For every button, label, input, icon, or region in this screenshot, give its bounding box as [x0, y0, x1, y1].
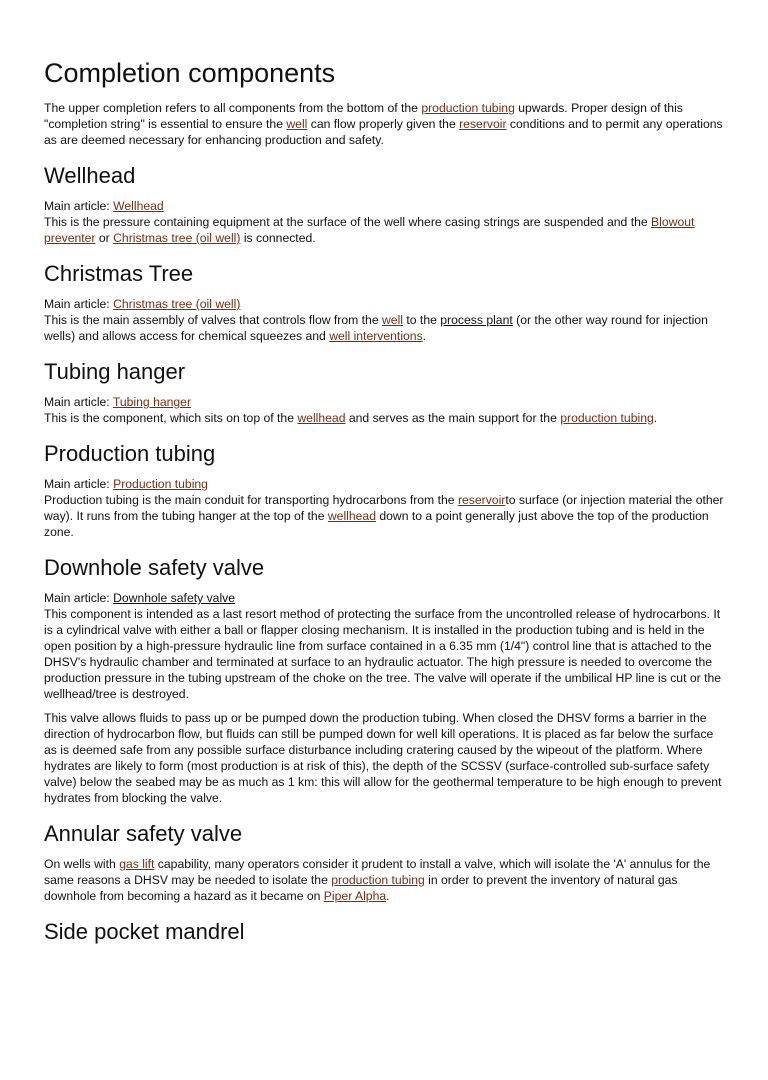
main-article-link-wellhead[interactable]: Wellhead [113, 199, 164, 213]
link-production-tubing[interactable]: production tubing [560, 411, 654, 425]
link-wellhead[interactable]: wellhead [297, 411, 346, 425]
link-well[interactable]: well [382, 313, 403, 327]
link-piper-alpha[interactable]: Piper Alpha [323, 889, 387, 903]
link-well[interactable]: well [286, 117, 308, 131]
page-title: Completion components [44, 58, 336, 88]
link-wellhead[interactable]: wellhead [327, 509, 376, 523]
article [0, 56, 768, 946]
section-heading-christmas-tree: Christmas Tree [44, 261, 194, 286]
link-christmas-tree[interactable]: Christmas tree (oil well) [113, 231, 241, 245]
main-article-link-production-tubing[interactable]: Production tubing [113, 477, 208, 491]
main-article-note: Main article: Tubing hanger [44, 395, 192, 409]
link-production-tubing[interactable]: production tubing [421, 101, 515, 115]
asv-paragraph: On wells with gas lift capability, many operators consider it prudent to install a valve, which will isolate the 'A' annulus for the same reasons a DHSV may be needed to isolate the production tubing in order to prevent the inventory of natural gas downhole from becoming a hazard as it became on Piper Alpha. [44, 857, 711, 903]
main-article-note: Main article: Wellhead [44, 199, 164, 213]
link-well-interventions[interactable]: well interventions [329, 329, 423, 343]
main-article-note: Main article: Production tubing [44, 477, 208, 491]
tubing-hanger-paragraph: This is the component, which sits on top of the wellhead and serves as the main support for the production tubing. [44, 411, 658, 425]
link-blowout-preventer[interactable]: Blowout preventer [44, 215, 695, 245]
main-article-note: Main article: Christmas tree (oil well) [44, 297, 241, 311]
section-heading-annular-safety-valve: Annular safety valve [44, 821, 243, 846]
main-article-link-christmas-tree[interactable]: Christmas tree (oil well) [113, 297, 241, 311]
section-heading-side-pocket-mandrel: Side pocket mandrel [44, 919, 245, 944]
intro-paragraph: The upper completion refers to all components from the bottom of the production tubing upwards. Proper design of this "completion string" is essential to ensure the well can flow properly given the reservoir conditions and to permit any operations as are deemed necessary for enhancing production and safety. [44, 101, 723, 147]
main-article-note: Main article: Downhole safety valve [44, 591, 236, 605]
link-reservoir[interactable]: reservoir [459, 117, 507, 131]
section-heading-production-tubing: Production tubing [44, 441, 216, 466]
section-heading-tubing-hanger: Tubing hanger [44, 359, 186, 384]
dhsv-paragraph-2: This valve allows fluids to pass up or be pumped down the production tubing. When closed the DHSV forms a barrier in the direction of hydrocarbon flow, but fluids can still be pumped down for well kill operations. It is placed as far below the surface as is deemed safe from any possible surface disturbance including cratering caused by the wipeout of the platform. Where hydrates are likely to form (most production is at risk of this), the depth of the SCSSV (surface-controlled sub-surface safety valve) below the seabed may be as much as 1 km: this will allow for the geothermal temperature to be high enough to prevent hydrates from blocking the valve. [44, 711, 722, 805]
christmas-tree-paragraph: This is the main assembly of valves that controls flow from the well to the process plant (or the other way round for injection wells) and allows access for chemical squeezes and well interventions. [44, 313, 708, 343]
link-production-tubing[interactable]: production tubing [331, 873, 425, 887]
link-gas-lift[interactable]: gas lift [119, 857, 155, 871]
main-article-link-downhole-safety-valve[interactable]: Downhole safety valve [113, 591, 236, 605]
section-heading-wellhead: Wellhead [44, 163, 136, 188]
dhsv-paragraph-1: This component is intended as a last resort method of protecting the surface from the uncontrolled release of hydrocarbons. It is a cylindrical valve with either a ball or flapper closing mechanism. It is installed in the production tubing and is held in the open position by a high-pressure hydraulic line from surface contained in a 6.35 mm (1/4") control line that is attached to the DHSV's hydraulic chamber and terminated at surface to an hydraulic actuator. The high pressure is needed to overcome the production pressure in the tubing upstream of the choke on the tree. The valve will operate if the umbilical HP line is cut or the wellhead/tree is destroyed. [44, 607, 722, 701]
link-process-plant[interactable]: process plant [440, 313, 513, 327]
link-reservoir[interactable]: reservoir [457, 493, 506, 507]
wellhead-paragraph: This is the pressure containing equipment at the surface of the well where casing strings are suspended and the Blowout preventer or Christmas tree (oil well) is connected. [44, 215, 695, 245]
main-article-link-tubing-hanger[interactable]: Tubing hanger [112, 395, 192, 409]
section-heading-downhole-safety-valve: Downhole safety valve [44, 555, 265, 580]
production-tubing-paragraph: Production tubing is the main conduit for transporting hydrocarbons from the reservoirto surface (or injection material the other way). It runs from the tubing hanger at the top of the wellhead down to a point generally just above the top of the production zone. [44, 493, 724, 539]
